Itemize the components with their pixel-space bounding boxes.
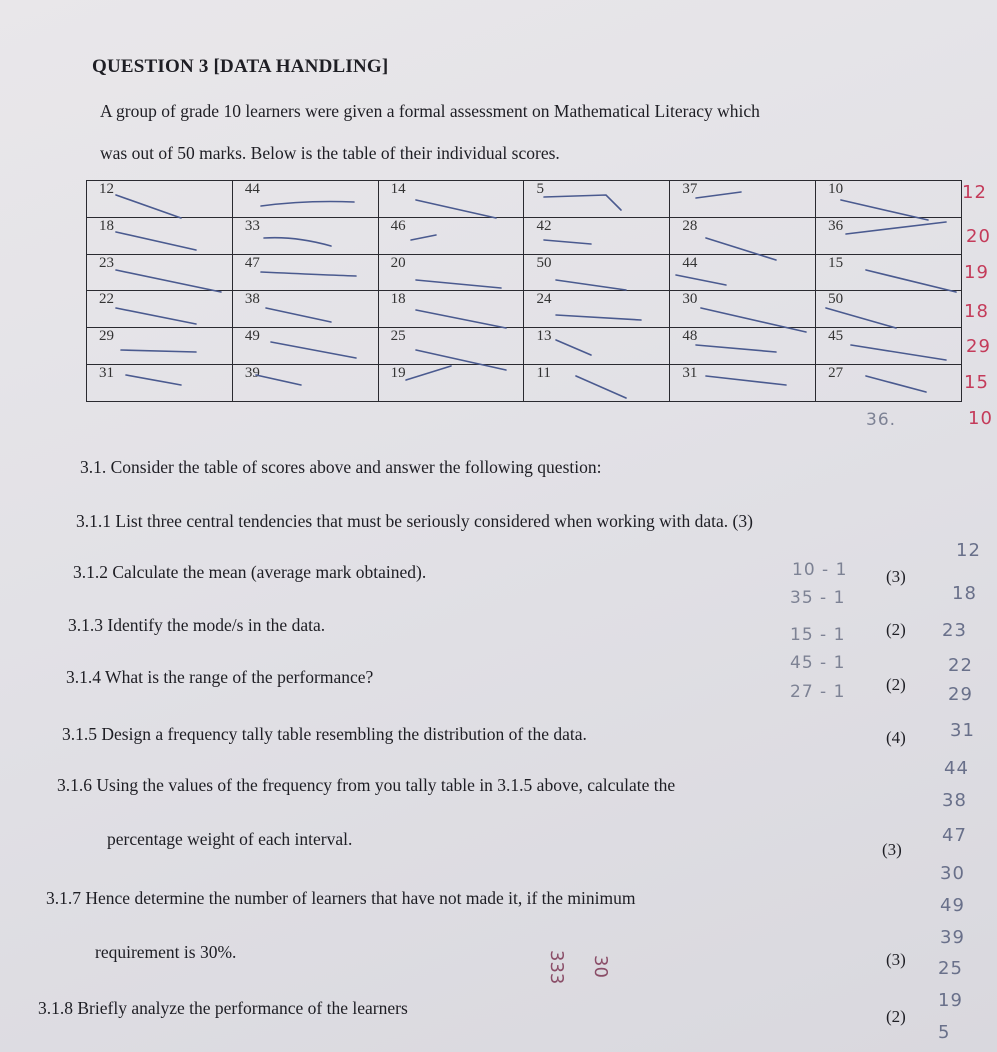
table-cell: 33 xyxy=(232,217,378,254)
table-cell: 18 xyxy=(87,217,233,254)
table-cell: 31 xyxy=(670,365,816,402)
table-cell: 49 xyxy=(232,328,378,365)
question-text: 3.1.1 List three central tendencies that must be seriously considered when working with data. (3) xyxy=(76,511,753,531)
table-row xyxy=(87,181,962,218)
handwritten-note: 38 xyxy=(942,790,967,811)
table-cell: 50 xyxy=(816,291,962,328)
question-text: 3.1.4 What is the range of the performance? xyxy=(66,667,374,687)
table-cell: 18 xyxy=(378,291,524,328)
table-cell: 45 xyxy=(816,328,962,365)
table-cell: 11 xyxy=(524,365,670,402)
table-row xyxy=(87,365,962,402)
table-cell: 46 xyxy=(378,217,524,254)
handwritten-note: 10 xyxy=(968,408,993,429)
table-cell: 20 xyxy=(378,254,524,291)
table-cell: 10 xyxy=(816,181,962,218)
handwritten-note: 25 xyxy=(938,958,963,979)
table-cell: 31 xyxy=(87,365,233,402)
table-row xyxy=(87,254,962,291)
question-text: 3.1.3 Identify the mode/s in the data. xyxy=(68,615,326,635)
handwritten-note: 10 - 1 xyxy=(792,560,848,580)
handwritten-vertical-note: 30 xyxy=(590,955,611,978)
handwritten-note: 30 xyxy=(940,863,965,884)
table-row xyxy=(87,328,962,365)
table-cell: 15 xyxy=(816,254,962,291)
table-cell: 13 xyxy=(524,328,670,365)
handwritten-note: 20 xyxy=(966,226,991,247)
question-marks: (3) xyxy=(886,567,906,586)
handwritten-note: 19 xyxy=(938,990,963,1011)
table-cell: 22 xyxy=(87,291,233,328)
question-text: 3.1.6 Using the values of the frequency from you tally table in 3.1.5 above, calculate the xyxy=(57,775,676,795)
handwritten-note: 31 xyxy=(950,720,975,741)
table-cell: 50 xyxy=(524,254,670,291)
table-cell: 24 xyxy=(524,291,670,328)
question-text: requirement is 30%. xyxy=(95,942,237,962)
table-cell: 30 xyxy=(670,291,816,328)
table-cell: 42 xyxy=(524,217,670,254)
intro-line-1: A group of grade 10 learners were given a formal assessment on Mathematical Literacy which xyxy=(100,101,760,121)
question-marks: (3) xyxy=(882,840,902,859)
handwritten-note: 35 - 1 xyxy=(790,588,846,608)
table-cell: 44 xyxy=(670,254,816,291)
handwritten-note: 19 xyxy=(964,262,989,283)
question-text: 3.1. Consider the table of scores above and answer the following question: xyxy=(80,457,602,477)
question-marks: (2) xyxy=(886,1007,906,1026)
question-marks: (3) xyxy=(886,950,906,969)
handwritten-note: 27 - 1 xyxy=(790,682,846,702)
handwritten-note: 12 xyxy=(962,182,987,203)
table-cell: 5 xyxy=(524,181,670,218)
handwritten-note: 18 xyxy=(952,583,977,604)
question-marks: (4) xyxy=(886,728,906,747)
handwritten-note: 47 xyxy=(942,825,967,846)
table-cell: 39 xyxy=(232,365,378,402)
handwritten-note: 44 xyxy=(944,758,969,779)
handwritten-note: 12 xyxy=(956,540,981,561)
handwritten-note: 15 xyxy=(964,372,989,393)
handwritten-note: 22 xyxy=(948,655,973,676)
handwritten-note: 49 xyxy=(940,895,965,916)
table-cell: 47 xyxy=(232,254,378,291)
question-marks: (2) xyxy=(886,675,906,694)
question-text: 3.1.2 Calculate the mean (average mark obtained). xyxy=(73,562,427,582)
table-cell: 48 xyxy=(670,328,816,365)
table-cell: 19 xyxy=(378,365,524,402)
table-cell: 37 xyxy=(670,181,816,218)
question-marks: (2) xyxy=(886,620,906,639)
handwritten-note: 39 xyxy=(940,927,965,948)
handwritten-note: 23 xyxy=(942,620,967,641)
scores-table xyxy=(86,180,962,402)
question-text: 3.1.8 Briefly analyze the performance of the learners xyxy=(38,998,408,1018)
handwritten-note: 18 xyxy=(964,301,989,322)
question-text: 3.1.5 Design a frequency tally table resembling the distribution of the data. xyxy=(62,724,587,744)
table-cell: 28 xyxy=(670,217,816,254)
handwritten-note: 15 - 1 xyxy=(790,625,846,645)
table-cell: 38 xyxy=(232,291,378,328)
table-row xyxy=(87,291,962,328)
table-row xyxy=(87,217,962,254)
table-cell: 12 xyxy=(87,181,233,218)
page-heading: QUESTION 3 [DATA HANDLING] xyxy=(92,56,389,77)
intro-line-2: was out of 50 marks. Below is the table of their individual scores. xyxy=(100,143,560,163)
table-cell: 25 xyxy=(378,328,524,365)
handwritten-note: 29 xyxy=(966,336,991,357)
handwritten-vertical-note: 333 xyxy=(546,950,567,985)
table-cell: 29 xyxy=(87,328,233,365)
question-text: percentage weight of each interval. xyxy=(107,829,353,849)
handwritten-note: 45 - 1 xyxy=(790,653,846,673)
question-text: 3.1.7 Hence determine the number of learners that have not made it, if the minimum xyxy=(46,888,636,908)
handwritten-note: 29 xyxy=(948,684,973,705)
handwritten-note: 36. xyxy=(866,410,897,430)
table-cell: 23 xyxy=(87,254,233,291)
table-cell: 14 xyxy=(378,181,524,218)
handwritten-note: 5 xyxy=(938,1022,951,1043)
table-cell: 27 xyxy=(816,365,962,402)
table-cell: 36 xyxy=(816,217,962,254)
table-cell: 44 xyxy=(232,181,378,218)
